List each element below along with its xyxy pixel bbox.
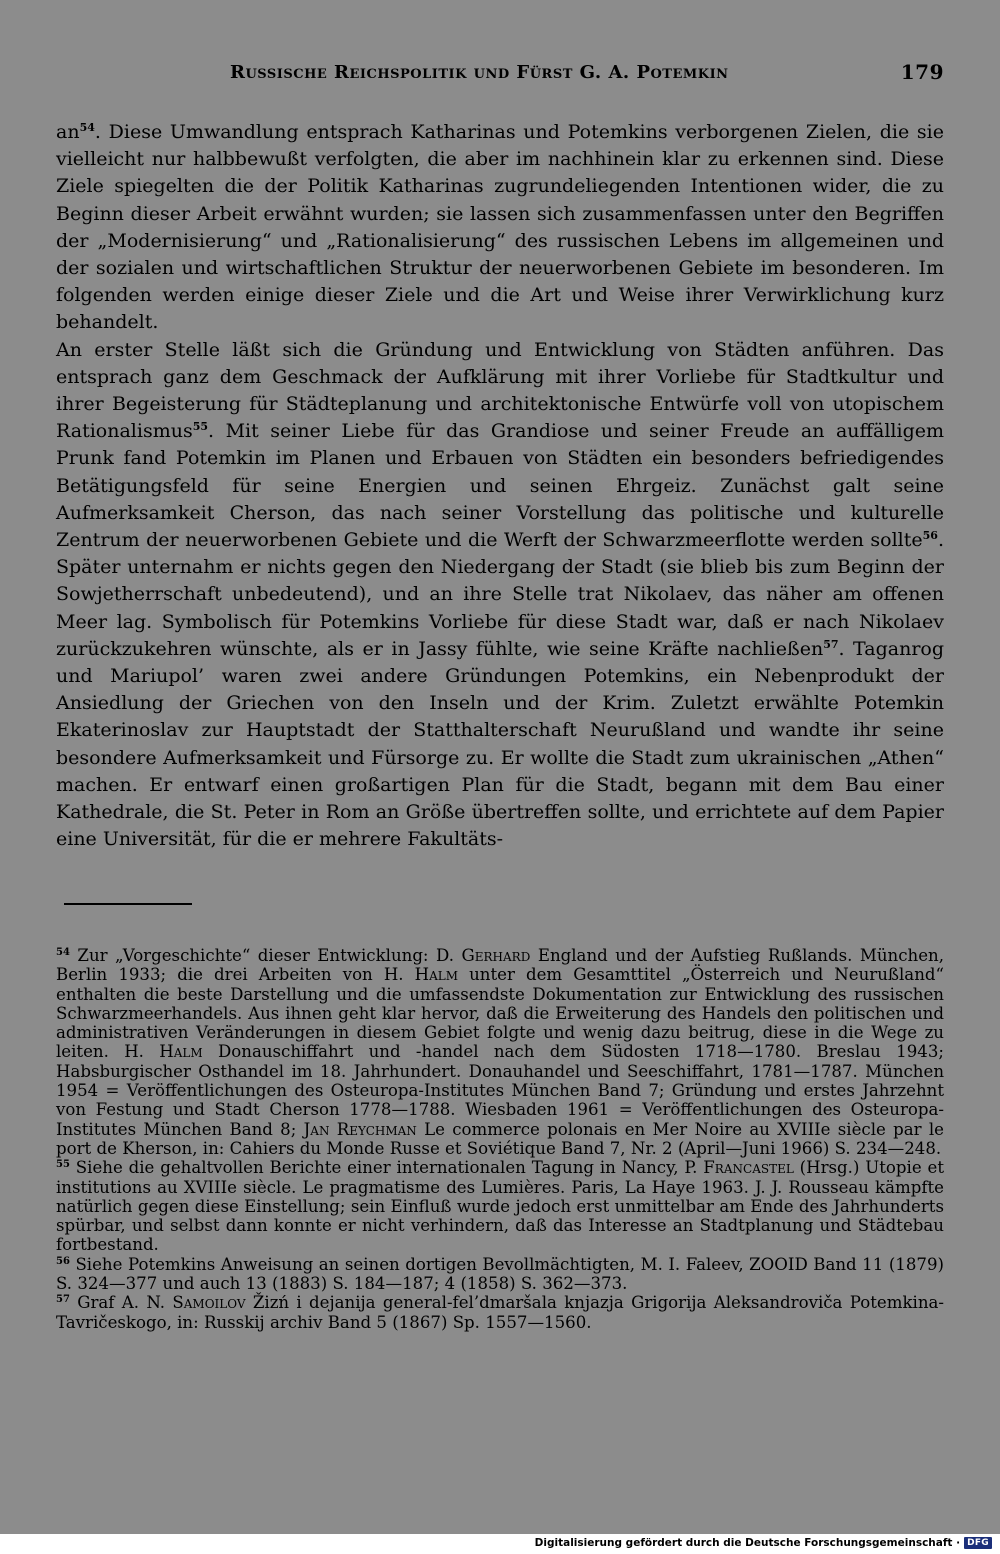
text-run: an	[56, 121, 80, 143]
author-name: Jan Reychman	[303, 1119, 417, 1139]
footnote-number: 57	[56, 1294, 70, 1306]
text-run: Žizń i dejanija general-fel’dmaršala knjazja Grigorija Aleksandroviča Potemkina-Tavričeskogo, in: Russkij archiv Band 5 (1867) Sp. 1557—1560.	[56, 1293, 945, 1332]
text-run: Le commerce polonais en Mer Noire au XVIIIe siècle par le port de Kherson, in: Cahiers du Monde Russe et Soviétique Band 7, Nr. 2 (April—Juni 1966) S. 234—248.	[56, 1119, 944, 1158]
footnote-ref-57: 57	[823, 637, 839, 651]
text-run: . Taganrog und Mariupol’ waren zwei andere Gründungen Potemkins, ein Nebenprodukt der Ansiedlung der Griechen von den Inseln und der Krim. Zuletzt erwählte Potemkin Ekaterinoslav zur Hauptstadt der Statthalterschaft Neurußland und wandte ihr seine besondere Aufmerksamkeit und Fürsorge zu. Er wollte die Stadt zum ukrainischen „Athen“ machen. Er entwarf einen großartigen Plan für die Stadt, begann mit dem Bau einer Kathedrale, die St. Peter in Rom an Größe übertreffen sollte, und errichtete auf dem Papier eine Universität, für die er mehrere Fakultäts-	[56, 637, 944, 851]
text-run: . Diese Umwandlung entsprach Katharinas und Potemkins verborgenen Zielen, die sie vielleicht nur halbbewußt verfolgten, die aber im nachhinein klar zu erkennen sind. Diese Ziele spiegelten die der Politik Katharinas zugrundeliegenden Intentionen wider, die zu Beginn dieser Arbeit erwähnt wurden; sie lassen sich zusammenfassen unter den Begriffen der „Modernisierung“ und „Rationalisierung“ des russischen Lebens im allgemeinen und der sozialen und wirtschaftlichen Struktur der neuerworbenen Gebiete im besonderen. Im folgenden werden einige dieser Ziele und die Art und Weise ihrer Verwirklichung kurz behandelt.	[56, 121, 944, 334]
dfg-logo-icon: DFG	[964, 1537, 992, 1549]
text-run: (Hrsg.) Utopie et institutions au XVIIIe siècle. Le pragmatisme des Lumières. Paris, La Haye 1963. J. J. Rousseau kämpfte natürlich gegen diese Einstellung; sein Einfluß wurde jedoch erst unmittelbar am Ende des Jahrhunderts spürbar, und selbst dann konnte er nicht verhindern, daß das Interesse an Stadtplanung und Städtebau fortbestand.	[56, 1158, 944, 1255]
author-name: Halm	[159, 1042, 203, 1062]
footnote-number: 55	[56, 1159, 70, 1171]
running-head	[56, 60, 944, 94]
footnote-54	[56, 946, 944, 1158]
text-run: An erster Stelle läßt sich die Gründung und Entwicklung von Städten anführen. Das entsprach ganz dem Geschmack der Aufklärung mit ihrer Vorliebe für Stadtkultur und ihrer Begeisterung für Städteplanung und architektonische Entwürfe voll von utopischem Rationalismus	[56, 338, 944, 443]
paragraph-1	[56, 119, 944, 337]
page-number: 179	[900, 60, 944, 84]
text-run: . Mit seiner Liebe für das Grandiose und seiner Freude an auffälligem Prunk fand Potemkin im Planen und Erbauen von Städten ein besonders befriedigendes Betätigungsfeld für seine Energien und seinen Ehrgeiz. Zunächst galt seine Aufmerksamkeit Cherson, das nach seiner Vorstellung das politische und kulturelle Zentrum der neuerworbenen Gebiete und die Werft der Schwarzmeerflotte werden sollte	[56, 420, 944, 552]
footnote-55	[56, 1158, 944, 1254]
footnotes	[56, 946, 944, 1332]
text-run: Siehe die gehaltvollen Berichte einer internationalen Tagung in Nancy, P.	[69, 1158, 704, 1178]
running-title: Russische Reichspolitik und Fürst G. A. Potemkin	[230, 62, 729, 83]
footnote-separator	[64, 903, 192, 905]
text-run: Siehe Potemkins Anweisung an seinen dortigen Bevollmächtigten, M. I. Faleev, ZOOID Band 11 (1879) S. 324—377 und auch 13 (1883) S. 184—187; 4 (1858) S. 362—373.	[56, 1254, 944, 1294]
footnote-57	[56, 1293, 944, 1332]
digitization-credit	[535, 1534, 992, 1552]
text-run: unter dem Gesamttitel „Österreich und Neurußland“ enthalten die beste Darstellung und die umfassendste Dokumentation zur Entwicklung des russischen Schwarzmeerhandels. Aus ihnen geht klar hervor, daß die Erweiterung des Handels den politischen und administrativen Veränderungen in diesem Gebiet folgte und wenig dazu beitrug, diese in die Wege zu leiten. H.	[56, 965, 944, 1062]
text-run: England und der Aufstieg Rußlands. München, Berlin 1933; die drei Arbeiten von H.	[56, 946, 945, 985]
credit-text: Digitalisierung gefördert durch die Deutsche Forschungsgemeinschaft ·	[534, 1537, 961, 1549]
text-run: . Später unternahm er nichts gegen den Niedergang der Stadt (sie blieb bis zum Beginn der Sowjetherrschaft unbedeutend), und an ihre Stelle trat Nikolaev, das näher am offenen Meer lag. Symbolisch für Potemkins Vorliebe für diese Stadt war, daß er nach Nikolaev zurückzukehren wünschte, als er in Jassy fühlte, wie seine Kräfte nachließen	[56, 529, 944, 660]
footnote-ref-54: 54	[79, 121, 95, 134]
footnote-number: 54	[56, 947, 70, 958]
text-run: Donauschiffahrt und -handel nach dem Südosten 1718—1780. Breslau 1943; Habsburgischer Osthandel im 18. Jahrhundert. Donauhandel und Seeschiffahrt, 1781—1787. München 1954 = Veröffentlichungen des Osteuropa-Institutes München Band 7; Gründung und erstes Jahrzehnt von Festung und Stadt Cherson 1778—1788. Wiesbaden 1961 = Veröffentlichungen des Osteuropa-Institutes München Band 8;	[56, 1042, 944, 1139]
text-run: Zur „Vorgeschichte“ dieser Entwicklung: D.	[69, 946, 462, 965]
footnote-ref-56: 56	[922, 529, 938, 543]
footnote-56	[56, 1255, 944, 1294]
footnote-number: 56	[56, 1255, 70, 1267]
footnote-ref-55: 55	[192, 420, 209, 434]
author-name: Francastel	[703, 1158, 794, 1178]
author-name: Gerhard	[461, 946, 531, 965]
author-name: Samoilov	[172, 1293, 246, 1313]
text-run: Graf A. N.	[69, 1293, 173, 1313]
main-text	[56, 119, 944, 853]
author-name: Halm	[414, 965, 459, 985]
paragraph-2	[56, 337, 944, 854]
page-content	[56, 60, 945, 1332]
